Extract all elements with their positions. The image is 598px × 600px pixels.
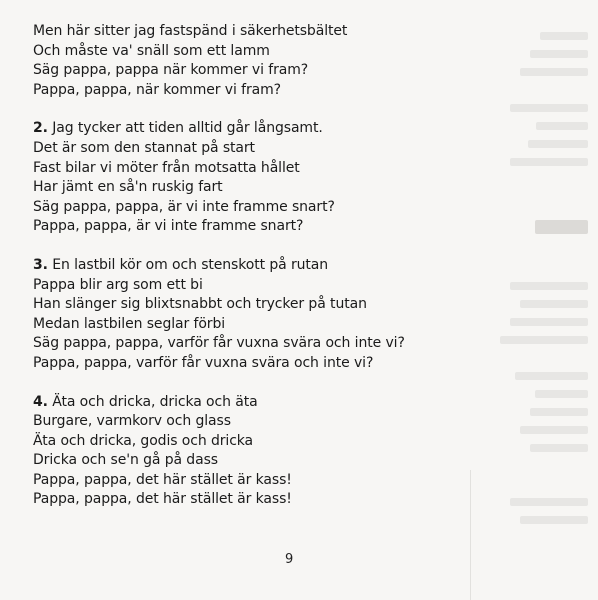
lyric-text: Äta och dricka, dricka och äta bbox=[52, 393, 258, 410]
lyric-line bbox=[33, 119, 453, 139]
lyric-line: Har jämt en så'n ruskig fart bbox=[33, 179, 223, 196]
verse-number: 3. bbox=[33, 256, 48, 273]
stanza-1 bbox=[33, 22, 453, 100]
lyric-line: Säg pappa, pappa, är vi inte framme snart? bbox=[33, 198, 335, 215]
lyric-line: Pappa, pappa, det här stället är kass! bbox=[33, 471, 292, 488]
verse-number: 4. bbox=[33, 393, 48, 410]
lyric-line: Pappa, pappa, det här stället är kass! bbox=[33, 491, 292, 508]
lyric-text: En lastbil kör om och stenskott på rutan bbox=[52, 256, 329, 273]
lyric-line bbox=[33, 393, 453, 413]
lyric-line: Men här sitter jag fastspänd i säkerhetsbältet bbox=[33, 23, 348, 39]
lyric-line: Burgare, varmkorv och glass bbox=[33, 413, 231, 430]
page-number: 9 bbox=[285, 552, 294, 567]
lyric-line: Och måste va' snäll som ett lamm bbox=[33, 42, 270, 59]
stanza-2 bbox=[33, 119, 453, 237]
stanza-4 bbox=[33, 393, 453, 511]
lyric-line: Säg pappa, pappa när kommer vi fram? bbox=[33, 62, 309, 79]
verse-number: 2. bbox=[33, 120, 48, 137]
lyric-line: Medan lastbilen seglar förbi bbox=[33, 315, 226, 332]
lyric-text: Jag tycker att tiden alltid går långsamt. bbox=[52, 120, 323, 137]
lyric-line: Pappa, pappa, när kommer vi fram? bbox=[33, 81, 281, 98]
lyric-line bbox=[33, 256, 453, 276]
lyric-line: Säg pappa, pappa, varför får vuxna svära och inte vi? bbox=[33, 335, 405, 352]
lyric-line: Pappa, pappa, varför får vuxna svära och inte vi? bbox=[33, 354, 374, 371]
fold-line bbox=[470, 470, 471, 600]
lyric-line: Dricka och se'n gå på dass bbox=[33, 452, 218, 469]
lyric-line: Fast bilar vi möter från motsatta hållet bbox=[33, 159, 300, 176]
lyric-line: Han slänger sig blixtsnabbt och trycker på tutan bbox=[33, 296, 367, 313]
lyrics-body bbox=[33, 22, 453, 529]
lyric-line: Pappa blir arg som ett bi bbox=[33, 276, 203, 293]
stanza-3 bbox=[33, 256, 453, 374]
lyric-line: Pappa, pappa, är vi inte framme snart? bbox=[33, 218, 304, 235]
lyric-line: Det är som den stannat på start bbox=[33, 139, 255, 156]
lyric-line: Äta och dricka, godis och dricka bbox=[33, 432, 254, 449]
